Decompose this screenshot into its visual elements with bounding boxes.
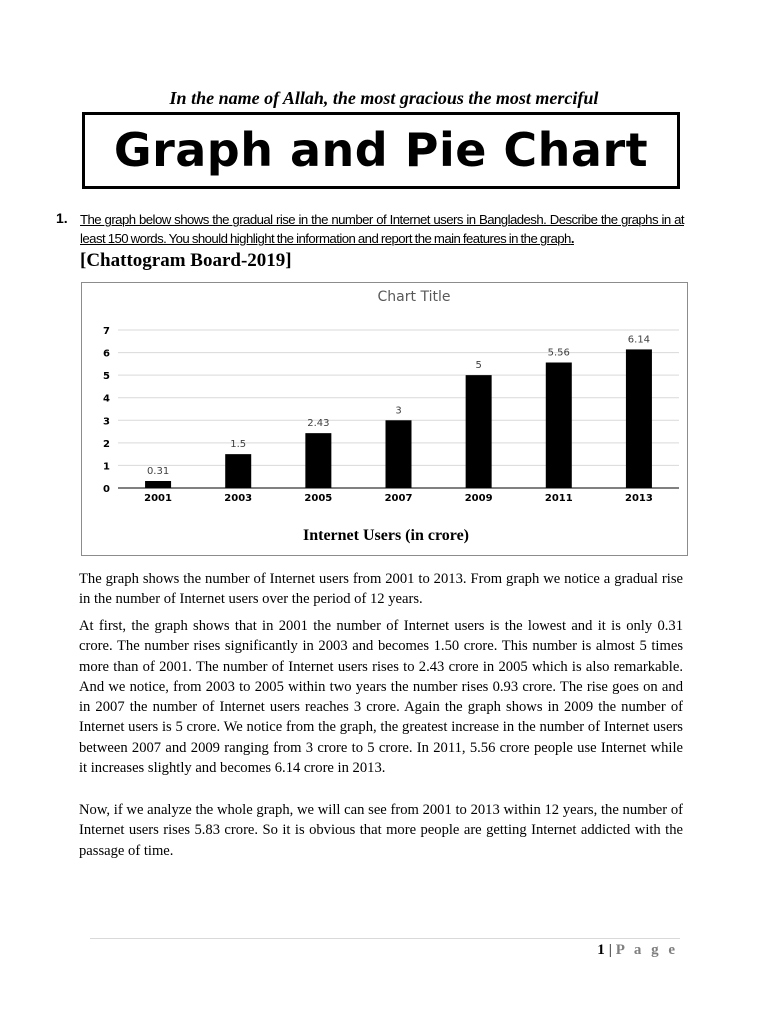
opening-line: In the name of Allah, the most gracious the most merciful <box>169 88 599 108</box>
bar-2011 <box>546 363 572 488</box>
y-tick-label: 4 <box>103 393 110 405</box>
bar-2001 <box>145 481 171 488</box>
bar-2007 <box>386 420 412 488</box>
y-tick-label: 3 <box>103 416 110 428</box>
y-tick-label: 0 <box>103 484 110 495</box>
x-tick-label: 2013 <box>625 493 653 504</box>
x-tick-label: 2011 <box>544 493 573 504</box>
page-word: P a g e <box>615 942 678 958</box>
bar-chart <box>82 283 689 557</box>
y-tick-label: 6 <box>103 348 110 360</box>
board-label: [Chattogram Board-2019] <box>80 250 292 271</box>
paragraph-conclusion: Now, if we analyze the whole graph, we will can see from 2001 to 2013 within 12 years, the number of Internet users rises 5.83 crore. So it is obvious that more people are getting Internet addicted with the passage of time. <box>79 802 683 859</box>
data-label-2003: 1.5 <box>230 439 247 451</box>
data-label-2001: 0.31 <box>146 466 170 478</box>
paragraph-details: At first, the graph shows that in 2001 the number of Internet users is the lowest and it is only 0.31 crore. The number rises significantly in 2003 and becomes 1.50 crore. This number is almost 5 times more than of 2001. The number of Internet users rises to 2.43 crore in 2005 which is also remarkable. And we notice, from 2003 to 2005 within two years the number rises 0.93 crore. The rise goes on and in 2007 the number of Internet users reaches 3 crore. Again the graph shows in 2009 the number of Internet users is 5 crore. We notice from the graph, the greatest increase in the number of Internet users between 2007 and 2009 ranging from 3 crore to 5 crore. In 2011, 5.56 crore people use Internet while it increases slightly and becomes 6.14 crore in 2013. <box>79 618 683 777</box>
bar-2009 <box>466 375 492 488</box>
paragraph-intro: The graph shows the number of Internet users from 2001 to 2013. From graph we notice a gradual rise in the number of Internet users over the period of 12 years. <box>79 571 683 608</box>
data-label-2005: 2.43 <box>307 418 330 430</box>
x-tick-label: 2005 <box>304 493 333 504</box>
question-number: 1. <box>56 210 68 226</box>
page-separator: | <box>608 942 613 958</box>
page-number: 1 <box>597 942 606 958</box>
data-label-2007: 3 <box>395 405 402 417</box>
x-tick-label: 2009 <box>464 493 493 504</box>
footer-divider <box>90 938 680 939</box>
chart-frame <box>81 282 688 556</box>
data-label-2013: 6.14 <box>627 334 651 346</box>
x-tick-label: 2007 <box>384 493 413 504</box>
main-title: Graph and Pie Chart <box>113 122 649 177</box>
data-label-2009: 5 <box>475 360 482 372</box>
bar-2003 <box>225 454 251 488</box>
y-tick-label: 1 <box>103 461 110 473</box>
y-tick-label: 2 <box>103 438 110 450</box>
question-text: The graph below shows the gradual rise in the number of Internet users in Bangladesh. Describe the graphs in at least 150 words. You should highlight the information and report the main features in the graph <box>80 212 684 246</box>
page-footer <box>597 942 678 959</box>
chart-title: Chart Title <box>377 289 451 305</box>
y-tick-label: 5 <box>103 371 110 383</box>
x-tick-label: 2001 <box>144 493 172 504</box>
bar-2005 <box>305 433 331 488</box>
bar-2013 <box>626 349 652 488</box>
x-tick-label: 2003 <box>224 493 253 504</box>
y-tick-label: 7 <box>103 326 110 337</box>
chart-x-axis-label: Internet Users (in crore) <box>302 527 470 544</box>
title-box <box>82 112 680 189</box>
data-label-2011: 5.56 <box>547 347 570 359</box>
question-prompt <box>80 210 684 248</box>
question-end: . <box>570 231 574 246</box>
